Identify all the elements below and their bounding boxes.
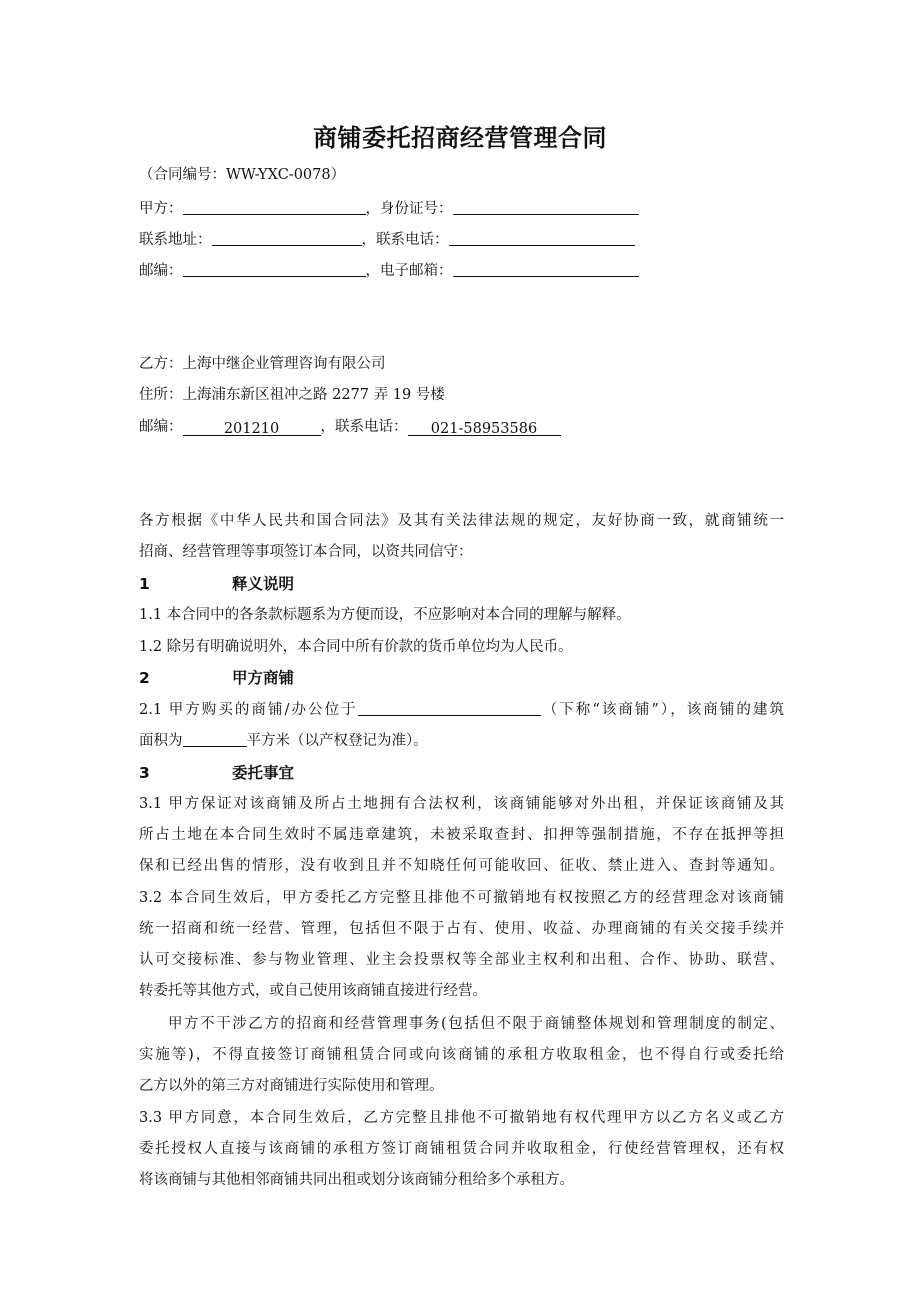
clause-text: 面积为 [139,733,183,749]
party-a-address-blank [212,229,362,246]
clause-line: 3.2 本合同生效后，甲方委托乙方完整且排他不可撤销地有权按照乙方的经营理念对该商铺 [139,890,784,906]
clause-line: 统一招商和统一经营、管理，包括但不限于占有、使用、收益、办理商铺的有关交接手续并 [139,921,784,937]
clause-2-1 [139,695,784,757]
clause-line: 甲方不干涉乙方的招商和经营管理事务(包括但不限于商铺整体规划和管理制度的制定、 [168,1016,784,1032]
party-a-postcode-line [139,260,639,281]
party-a-phone-blank [449,229,635,246]
party-a-address-line [139,229,635,250]
party-a-email-blank [453,260,639,277]
clause-line: 乙方以外的第三方对商铺进行实际使用和管理。 [139,1078,444,1094]
section-title: 甲方商铺 [232,669,295,687]
contract-number: （合同编号：WW-YXC-0078） [139,167,346,183]
section-title: 释义说明 [232,575,295,593]
clause-text: 2.1 甲方购买的商铺/办公位于 [139,702,358,718]
section-title: 委托事宜 [232,764,295,782]
section-number: 1 [139,575,150,593]
section-number: 2 [139,669,150,687]
party-a-id-label: ，身份证号： [365,201,453,217]
clause-3-3 [139,1103,784,1196]
party-a-address-label: 联系地址： [139,232,212,248]
area-blank [183,730,247,747]
clause-text: 平方米（以产权登记为准）。 [246,733,428,749]
preamble [139,506,784,568]
party-b-name: 乙方：上海中继企业管理咨询有限公司 [139,356,386,372]
clause-line: 转委托等其他方式，或自己使用该商铺直接进行经营。 [139,983,487,999]
party-a-email-label: ，电子邮箱： [365,263,453,279]
party-b-postcode-label: 邮编： [139,419,183,435]
section-number: 3 [139,764,150,782]
party-a-name-label: 甲方： [139,201,183,217]
clause-line: 实施等)，不得直接签订商铺租赁合同或向该商铺的承租方收取租金，也不得自行或委托给 [139,1047,784,1063]
section-heading-2 [139,668,294,688]
party-b-postcode: 201210 [183,419,321,436]
clause-line: 保和已经出售的情形，没有收到且并不知晓任何可能收回、征收、禁止进入、查封等通知。 [139,858,784,874]
party-a-name-line [139,198,639,219]
property-location-blank [358,699,541,716]
party-a-phone-label: ，联系电话： [361,232,449,248]
party-b-phone-label: ，联系电话： [320,419,408,435]
party-b-phone: 021-58953586 [408,419,561,436]
party-a-postcode-blank [183,260,366,277]
clause-line: 3.1 甲方保证对该商铺及所占土地拥有合法权利，该商铺能够对外出租，并保证该商铺及其 [139,796,784,812]
preamble-line: 招商、经营管理等事项签订本合同，以资共同信守： [139,544,473,560]
clause-line: 认可交接标准、参与物业管理、业主会投票权等全部业主权利和出租、合作、协助、联营、 [139,952,784,968]
party-b-contact-line [139,417,561,437]
clause-3-1 [139,789,784,882]
clause-3-2-continued [139,1009,784,1102]
party-a-name-blank [183,198,366,215]
clause-3-2 [139,883,784,1007]
clause-1-1: 1.1 本合同中的各条款标题系为方便而设，不应影响对本合同的理解与解释。 [139,607,631,623]
clause-line: 所占土地在本合同生效时不属违章建筑，未被采取查封、扣押等强制措施，不存在抵押等担 [139,827,784,843]
clause-line: 委托授权人直接与该商铺的承租方签订商铺租赁合同并收取租金，行使经营管理权，还有权 [139,1141,784,1157]
clause-line: 3.3 甲方同意，本合同生效后，乙方完整且排他不可撤销地有权代理甲方以乙方名义或乙方 [139,1110,784,1126]
section-heading-1 [139,574,294,594]
party-a-postcode-label: 邮编： [139,263,183,279]
contract-title: 商铺委托招商经营管理合同 [313,123,607,152]
clause-2-1-line [139,726,784,757]
party-a-id-blank [453,198,639,215]
clause-line: 将该商铺与其他相邻商铺共同出租或划分该商铺分租给多个承租方。 [139,1172,574,1188]
clause-text: （下称“该商铺”），该商铺的建筑 [540,702,784,718]
section-heading-3 [139,763,294,783]
party-b-address: 住所：上海浦东新区祖冲之路 2277 弄 19 号楼 [139,387,445,403]
clause-1-2: 1.2 除另有明确说明外，本合同中所有价款的货币单位均为人民币。 [139,639,573,655]
preamble-line: 各方根据《中华人民共和国合同法》及其有关法律法规的规定，友好协商一致，就商铺统一 [139,513,784,529]
clause-2-1-line [139,695,784,726]
